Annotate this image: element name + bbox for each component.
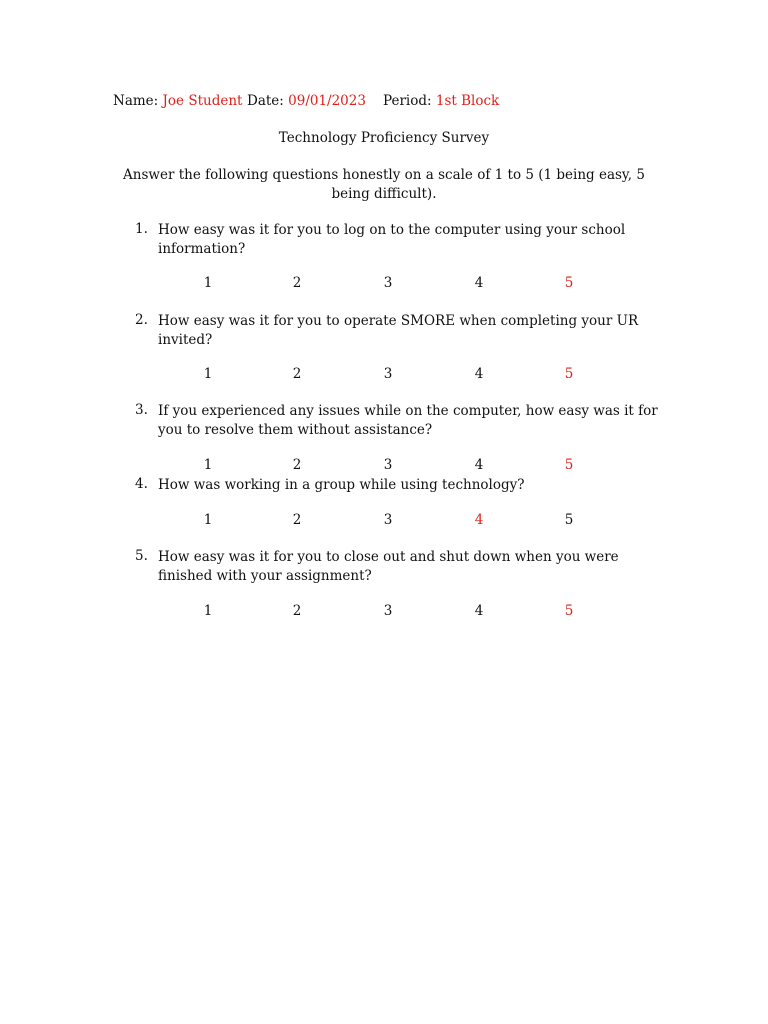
rating-option[interactable]: 1: [203, 275, 213, 291]
survey-title: Technology Proficiency Survey: [278, 130, 490, 146]
rating-option[interactable]: 4: [474, 366, 484, 382]
rating-option[interactable]: 5: [564, 457, 574, 473]
question-text: How was working in a group while using technology?: [158, 477, 525, 493]
rating-option[interactable]: 3: [383, 366, 393, 382]
rating-option[interactable]: 4: [474, 457, 484, 473]
rating-option[interactable]: 2: [292, 366, 302, 382]
rating-scale-5: [0, 603, 768, 623]
date-value: 09/01/2023: [288, 93, 366, 109]
rating-option[interactable]: 1: [203, 512, 213, 528]
student-info-line: [113, 93, 499, 109]
rating-option[interactable]: 5: [564, 366, 574, 382]
period-label: Period:: [383, 93, 432, 109]
rating-option[interactable]: 1: [203, 366, 213, 382]
question-text: How easy was it for you to close out and shut down when you were finished with your assignment?: [158, 549, 619, 584]
rating-option[interactable]: 5: [564, 275, 574, 291]
rating-option[interactable]: 5: [564, 603, 574, 619]
rating-option[interactable]: 1: [203, 457, 213, 473]
question-text: How easy was it for you to operate SMORE when completing your UR invited?: [158, 313, 639, 348]
question-number: 5.: [135, 548, 148, 564]
rating-scale-3: [0, 457, 768, 477]
name-value: Joe Student: [162, 93, 243, 109]
rating-scale-2: [0, 366, 768, 386]
rating-option[interactable]: 2: [292, 512, 302, 528]
rating-option[interactable]: 3: [383, 512, 393, 528]
name-label: Name:: [113, 93, 159, 109]
rating-option[interactable]: 5: [564, 512, 574, 528]
date-label: Date:: [247, 93, 284, 109]
survey-instructions: Answer the following questions honestly on a scale of 1 to 5 (1 being easy, 5 being difficult).: [123, 167, 645, 202]
rating-option[interactable]: 2: [292, 275, 302, 291]
rating-option[interactable]: 4: [474, 512, 484, 528]
period-value: 1st Block: [435, 93, 500, 109]
question-number: 4.: [135, 476, 148, 492]
name-field: [113, 93, 247, 109]
question-number: 2.: [135, 312, 148, 328]
rating-option[interactable]: 4: [474, 275, 484, 291]
rating-option[interactable]: 2: [292, 457, 302, 473]
question-text: If you experienced any issues while on the computer, how easy was it for you to resolve them without assistance?: [158, 403, 658, 438]
question-number: 1.: [135, 221, 148, 237]
period-field: [383, 93, 499, 109]
question-number: 3.: [135, 402, 148, 418]
rating-option[interactable]: 1: [203, 603, 213, 619]
rating-option[interactable]: 2: [292, 603, 302, 619]
question-text: How easy was it for you to log on to the computer using your school information?: [158, 222, 626, 257]
rating-option[interactable]: 3: [383, 603, 393, 619]
rating-option[interactable]: 3: [383, 457, 393, 473]
date-field: [247, 93, 383, 109]
rating-scale-4: [0, 512, 768, 532]
rating-option[interactable]: 3: [383, 275, 393, 291]
rating-option[interactable]: 4: [474, 603, 484, 619]
rating-scale-1: [0, 275, 768, 295]
